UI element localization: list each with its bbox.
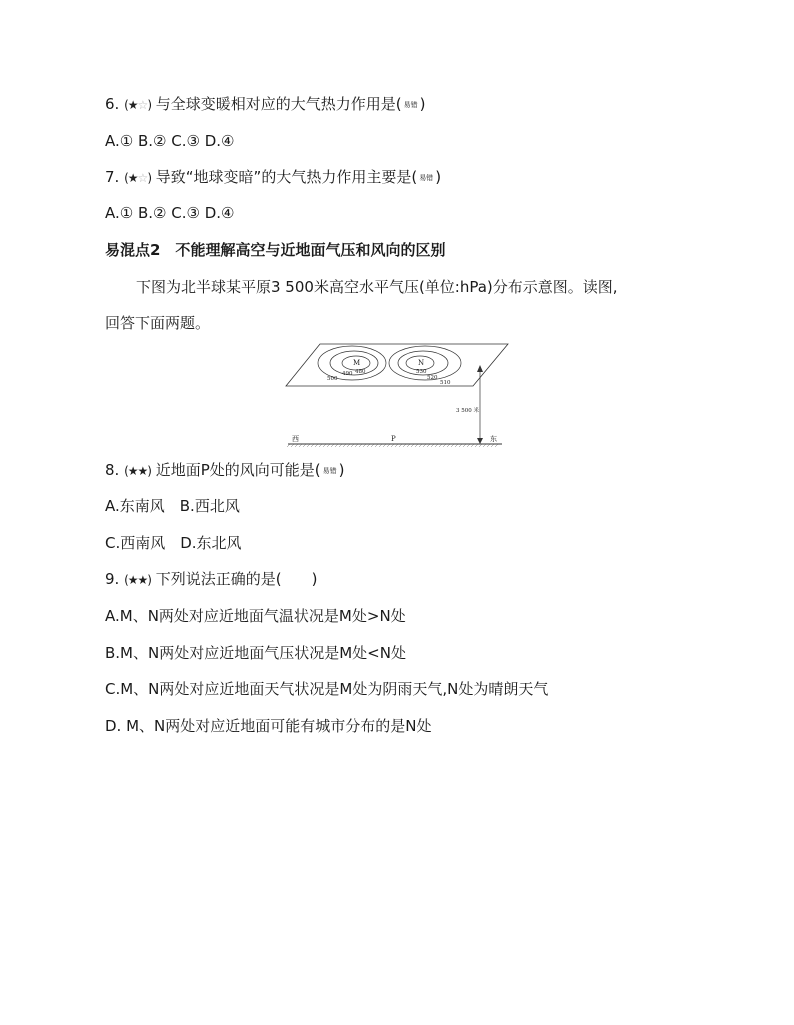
error-prone-tag: 易错: [403, 100, 418, 109]
m-isobar-mid-label: 490: [342, 371, 353, 377]
question-text: 导致“地球变暗”的大气热力作用主要是(: [155, 168, 418, 186]
question-9-option-d: D. M、N两处对应近地面可能有城市分布的是N处: [105, 717, 432, 735]
question-text: 与全球变暖相对应的大气热力作用是(: [155, 95, 402, 113]
question-number: 7.: [105, 168, 120, 186]
m-isobar-inner-label: 480: [355, 369, 366, 375]
question-7-stem: 7. (★☆) 导致“地球变暗”的大气热力作用主要是( 易错 ): [105, 168, 442, 186]
question-9-option-a: A.M、N两处对应近地面气温状况是M处>N处: [105, 607, 406, 625]
question-8-stem: 8. (★★) 近地面P处的风向可能是( 易错 ): [105, 461, 345, 479]
height-arrow-head-top: [477, 365, 483, 372]
n-isobar-mid-label: 520: [427, 375, 438, 381]
question-6-options: A.① B.② C.③ D.④: [105, 132, 235, 150]
height-arrow-head-bottom: [477, 438, 483, 444]
error-prone-tag: 易错: [419, 173, 434, 182]
error-prone-tag: 易错: [322, 466, 337, 475]
n-isobar-outer-label: 510: [440, 380, 451, 386]
p-label: P: [391, 435, 396, 443]
intro-paragraph-line1: 下图为北半球某平原3 500米高空水平气压(单位:hPa)分布示意图。读图,: [136, 278, 618, 296]
difficulty-stars: (★☆): [124, 98, 151, 112]
question-9-stem: [105, 569, 317, 590]
m-label: M: [353, 359, 361, 367]
question-number: 9.: [105, 570, 120, 588]
question-8-options-line2: C.西南风 D.东北风: [105, 534, 242, 552]
question-6-stem: 6. (★☆) 与全球变暖相对应的大气热力作用是( 易错 ): [105, 95, 426, 113]
question-number: 6.: [105, 95, 120, 113]
isobar-plane: [286, 344, 508, 386]
pressure-diagram: [280, 338, 515, 448]
question-number: 8.: [105, 461, 120, 479]
question-text: 近地面P处的风向可能是(: [155, 461, 321, 479]
question-9-option-c: C.M、N两处对应近地面天气状况是M处为阴雨天气,N处为晴朗天气: [105, 680, 549, 698]
east-label: 东: [490, 435, 497, 443]
n-label: N: [418, 359, 425, 367]
section-heading: 易混点2 不能理解高空与近地面气压和风向的区别: [105, 241, 446, 259]
ground-hatching: [287, 444, 498, 447]
difficulty-stars: (★☆): [124, 171, 151, 185]
west-label: 西: [292, 435, 299, 443]
difficulty-stars: (★★): [124, 464, 151, 478]
height-label: 3 500 米: [456, 408, 479, 414]
difficulty-stars: (★★): [124, 573, 151, 587]
n-isobar-inner-label: 530: [416, 369, 427, 375]
question-8-options-line1: A.东南风 B.西北风: [105, 497, 240, 515]
intro-paragraph-line2: 回答下面两题。: [105, 314, 211, 332]
question-7-options: A.① B.② C.③ D.④: [105, 204, 235, 222]
m-isobar-outer-label: 500: [327, 376, 338, 382]
question-9-option-b: B.M、N两处对应近地面气压状况是M处<N处: [105, 644, 406, 662]
question-text: 下列说法正确的是( ): [155, 570, 318, 588]
